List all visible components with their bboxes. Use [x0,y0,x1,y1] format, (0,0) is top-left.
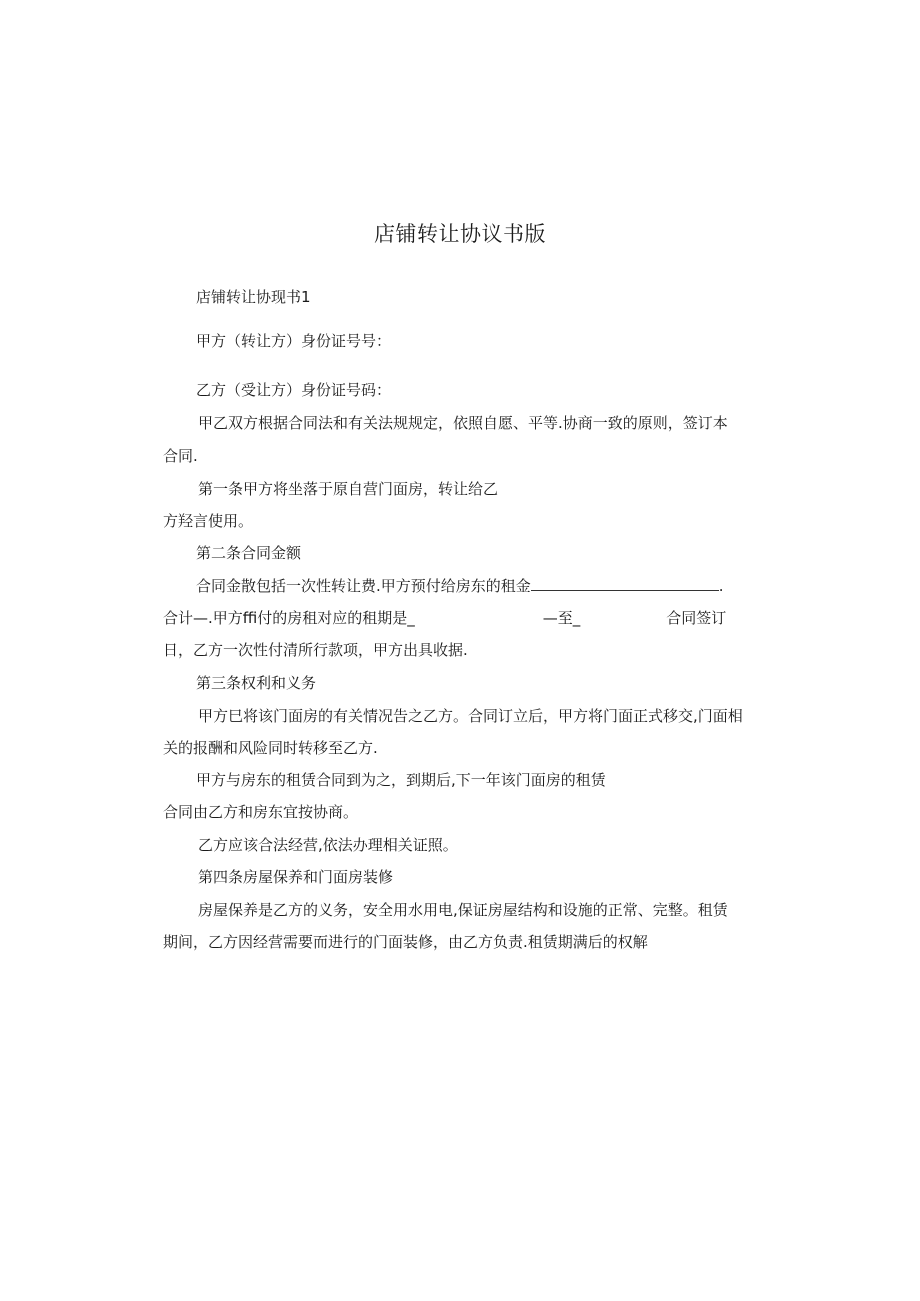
article-1-line-1: 第一条甲方将坐落于原自营门面房，转让给乙 [198,480,499,498]
article-2-heading: 第二条合同金额 [196,544,302,562]
article-2-line-2-text-b: —至_ [542,609,581,627]
article-1-line-2: 方羟言使用。 [163,512,254,530]
article-2-line-1-end: . [718,577,724,595]
article-3-line-3: 甲方与房东的租赁合同到为之，到期后,下一年该门面房的租赁 [196,771,606,789]
article-2-line-1-text: 合同金散包括一次性转让费.甲方预付给房东的租金 [196,577,531,595]
document-title: 店铺转让协议书版 [374,222,546,246]
preamble-line-1: 甲乙双方根据合同法和有关法规规定，依照自愿、平等.协商一致的原则，签订本 [198,414,728,432]
party-a-id-line: 甲方（转让方）身份证号号： [196,332,392,350]
article-2-line-2-text-c: 合同签订 [666,609,727,627]
rent-amount-blank [531,576,719,591]
article-3-line-2: 关的报酬和风险同时转移至乙方. [163,739,378,757]
article-4-heading: 第四条房屋保养和门面房装修 [198,868,394,886]
article-4-line-2: 期间，乙方因经营需要而进行的门面装修，由乙方负责.租赁期满后的权解 [163,933,648,951]
article-3-line-1: 甲方巳将该门面房的有关情况告之乙方。合同订立后，甲方将门面正式移交,门面相 [198,707,743,725]
party-b-id-line: 乙方（受让方）身份证号码： [196,381,392,399]
article-3-heading: 第三条权利和义务 [196,674,317,692]
article-3-line-4: 合同由乙方和房东宜按协商。 [163,803,359,821]
document-subtitle: 店铺转让协现书1 [196,288,311,306]
article-4-line-1: 房屋保养是乙方的义务，安全用水用电,保证房屋结构和设施的正常、完整。租赁 [198,901,728,919]
preamble-line-2: 合同. [163,447,198,465]
article-2-line-1 [196,576,724,596]
article-3-line-5: 乙方应该合法经营,依法办理相关证照。 [198,836,458,854]
article-2-line-2 [163,608,726,628]
article-2-line-2-text-a: 合计—.甲方ffi付的房租对应的租期是_ [163,609,415,627]
article-2-line-3: 日，乙方一次性付清所行款项，甲方出具收据. [163,641,468,659]
